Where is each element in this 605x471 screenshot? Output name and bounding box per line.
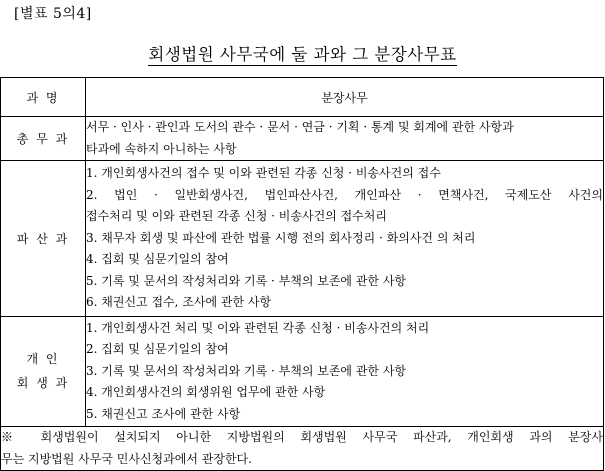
duty-line: 서무 · 인사 · 관인과 도서의 관수 · 문서 · 연금 · 기획 · 통계 및 회계에 관한 사항과 xyxy=(86,120,514,134)
header-duties: 분장사무 xyxy=(86,78,604,117)
duty-line: 접수처리 및 이와 관련된 각종 신청 · 비송사건의 접수처리 xyxy=(86,209,387,223)
department-name-line: 회 생 과 xyxy=(16,376,70,391)
duty-line: 3. 기록 및 문서의 작성처리와 기록 · 부책의 보존에 관한 사항 xyxy=(86,363,407,378)
duty-line: 5. 기록 및 문서의 작성처리와 기록 · 부책의 보존에 관한 사항 xyxy=(86,273,407,288)
duty-line: 5. 채권신고 조사에 관한 사항 xyxy=(86,406,241,421)
document-title xyxy=(0,41,605,65)
duty-line: 1. 개인회생사건의 접수 및 이와 관련된 각종 신청 · 비송사건의 접수 xyxy=(86,166,441,180)
duties-individual-rehabilitation xyxy=(86,316,604,427)
table-row-individual-rehabilitation xyxy=(1,316,604,427)
duty-line: 3. 채무자 회생 및 파산에 관한 법률 시행 전의 회사정리 · 화의사건 의 처리 xyxy=(86,230,476,245)
department-general-affairs: 총 무 과 xyxy=(1,117,86,161)
department-bankruptcy: 파 산 과 xyxy=(1,161,86,317)
duty-line: 4. 개인회생사건의 회생위원 업무에 관한 사항 xyxy=(86,385,326,399)
table-header-row xyxy=(1,78,604,117)
annex-label: [별표 5의4] xyxy=(14,6,92,22)
note-line: 무는 지방법원 사무국 민사신청과에서 관장한다. xyxy=(1,451,252,466)
duty-line: 6. 채권신고 접수, 조사에 관한 사항 xyxy=(86,295,272,309)
department-individual-rehabilitation xyxy=(1,316,86,427)
duty-line: 2. 법인 · 일반회생사건, 법인파산사건, 개인파산 · 면책사건, 국제도산 사건의 xyxy=(86,187,603,202)
duties-bankruptcy xyxy=(86,161,604,317)
table-row-bankruptcy xyxy=(1,161,604,317)
note-line: ※ 회생법원이 설치되지 아니한 지방법원의 회생법원 사무국 파산과, 개인회생 과의 분장사 xyxy=(1,430,603,444)
duties-table xyxy=(0,77,604,471)
duties-general-affairs xyxy=(86,117,604,161)
duty-line: 타과에 속하지 아니하는 사항 xyxy=(86,141,237,156)
department-name-line: 개 인 xyxy=(26,352,60,367)
document-title-text: 회생법원 사무국에 둘 과와 그 분장사무표 xyxy=(148,45,457,64)
table-row-general-affairs xyxy=(1,117,604,161)
duty-line: 2. 집회 및 심문기일의 참여 xyxy=(86,342,229,356)
duty-line: 1. 개인회생사건 처리 및 이와 관련된 각종 신청 · 비송사건의 처리 xyxy=(86,320,430,335)
duty-line: 4. 집회 및 심문기일의 참여 xyxy=(86,252,229,266)
header-department: 과 명 xyxy=(1,78,86,117)
